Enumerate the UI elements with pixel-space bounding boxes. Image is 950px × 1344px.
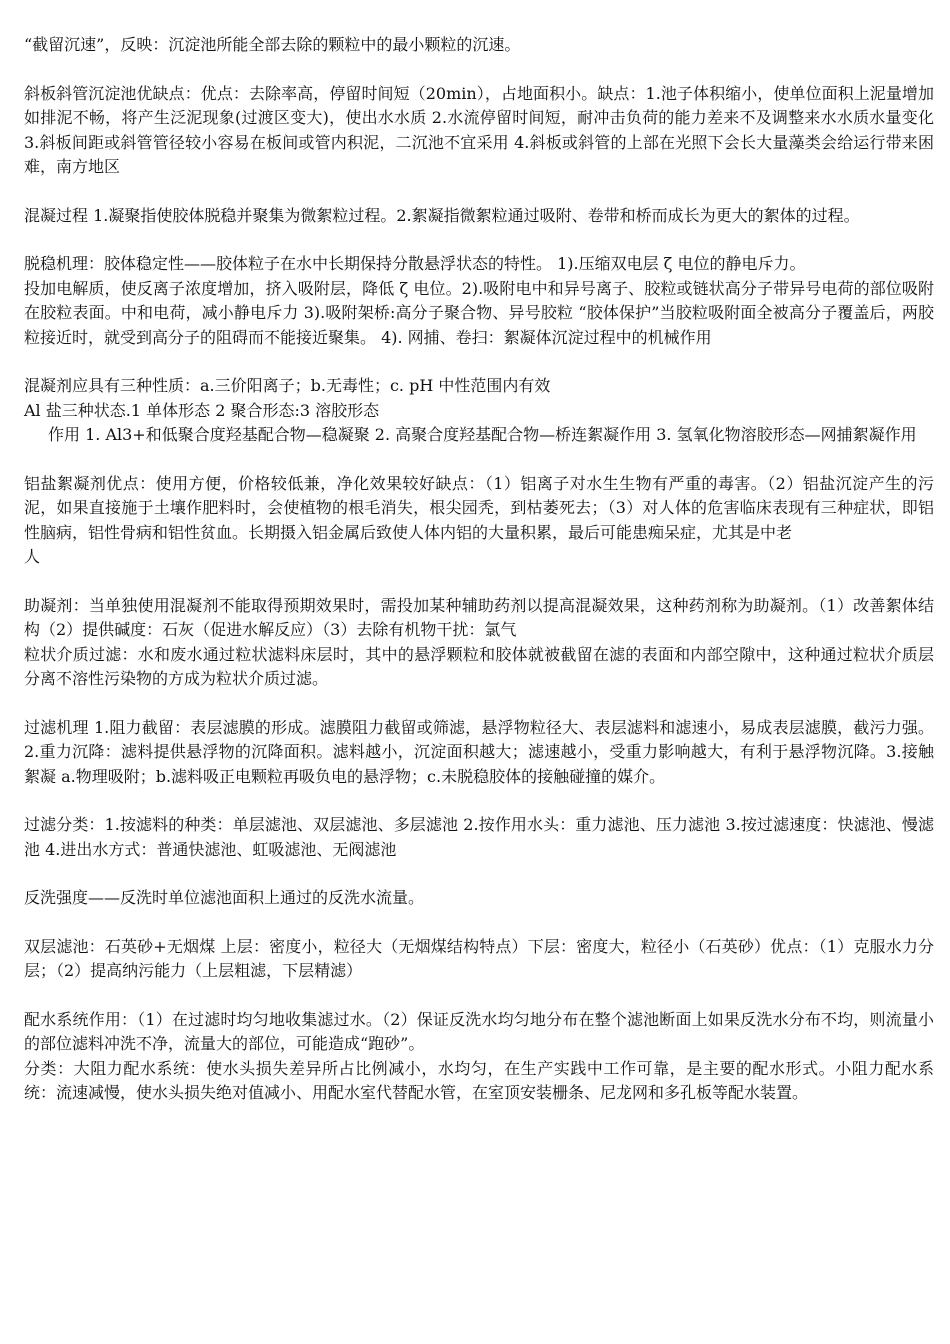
paragraph-spacer <box>24 58 934 82</box>
paragraph-spacer <box>24 862 934 886</box>
paragraph-spacer <box>24 180 934 204</box>
paragraph-backwash-intensity: 反洗强度——反洗时单位滤池面积上通过的反洗水流量。 <box>24 888 425 907</box>
paragraph-destabilization-intro: 脱稳机理：胶体稳定性——胶体粒子在水中长期保持分散悬浮状态的特性。 1).压缩双电层 ζ 电位的静电斥力。 <box>24 254 806 273</box>
paragraph-aluminum-coagulant: 铝盐絮凝剂优点：使用方便，价格较低兼，净化效果较好缺点：（1）铝离子对水生生物有严重的毒害。（2）铝盐沉淀产生的污泥，如果直接施于土壤作肥料时，会使植物的根毛消失，根尖园秃，到枯萎死去；（3）对人体的危害临床表现有三种症状，即铝性脑病，铝性骨病和铝性贫血。长期摄入铝金属后致使人体内铝的大量积累，最后可能患痴呆症，尤其是中老 <box>24 473 934 542</box>
paragraph-aluminum-coagulant-end: 人 <box>24 547 41 566</box>
paragraph-spacer <box>24 789 934 813</box>
paragraph-spacer <box>24 570 934 594</box>
paragraph-interception-velocity: “截留沉速”，反映：沉淀池所能全部去除的颗粒中的最小颗粒的沉速。 <box>24 35 521 54</box>
paragraph-spacer <box>24 448 934 472</box>
paragraph-coagulant-aid: 助凝剂：当单独使用混凝剂不能取得预期效果时，需投加某种辅助药剂以提高混凝效果，这种药剂称为助凝剂。（1）改善絮体结构（2）提供碱度：石灰（促进水解反应）（3）去除有机物干扰：氯气 <box>24 595 934 639</box>
paragraph-spacer <box>24 984 934 1008</box>
paragraph-spacer <box>24 228 934 252</box>
paragraph-al-salt-functions: 作用 1. Al3+和低聚合度羟基配合物—稳凝聚 2. 高聚合度羟基配合物—桥连絮凝作用 3. 氢氧化物溶胶形态—网捕絮凝作用 <box>48 425 917 444</box>
paragraph-al-salt-states: Al 盐三种状态.1 单体形态 2 聚合形态:3 溶胶形态 <box>24 400 380 420</box>
paragraph-filtration-classification: 过滤分类：1.按滤料的种类：单层滤池、双层滤池、多层滤池 2.按作用水头：重力滤池、压力滤池 3.按过滤速度：快滤池、慢滤池 4.进出水方式：普通快滤池、虹吸滤池、无阀滤池 <box>24 815 934 859</box>
paragraph-spacer <box>24 350 934 374</box>
paragraph-distribution-classification: 分类：大阻力配水系统：使水头损失差异所占比例减小，水均匀，在生产实践中工作可靠，是主要的配水形式。小阻力配水系统：流速减慢，使水头损失绝对值减小、用配水室代替配水管，在室顶安装栅条、尼龙网和多孔板等配水装置。 <box>24 1058 934 1102</box>
paragraph-spacer <box>24 692 934 716</box>
paragraph-spacer <box>24 911 934 935</box>
paragraph-destabilization-mechanism: 投加电解质，使反离子浓度增加，挤入吸附层，降低 ζ 电位。2).吸附电中和异号离子、胶粒或链状高分子带异号电荷的部位吸附在胶粒表面。中和电荷，减小静电斥力 3).吸附架桥:高分子聚合物、异号胶粒 “胶体保护”当胶粒吸附面全被高分子覆盖后，两胶粒接近时，就受到高分子的阻碍而不能接近聚集。 4). 网捕、卷扫：絮凝体沉淀过程中的机械作用 <box>24 278 934 347</box>
paragraph-dual-media-filter: 双层滤池：石英砂+无烟煤 上层：密度小，粒径大（无烟煤结构特点）下层：密度大，粒径小（石英砂）优点：（1）克服水力分层；（2）提高纳污能力（上层粗滤，下层精滤） <box>24 936 934 980</box>
paragraph-coagulation-process: 混凝过程 1.凝聚指使胶体脱稳并聚集为微絮粒过程。2.絮凝指微絮粒通过吸附、卷带和桥而成长为更大的絮体的过程。 <box>24 205 860 225</box>
paragraph-distribution-system: 配水系统作用：（1）在过滤时均匀地收集滤过水。（2）保证反洗水均匀地分布在整个滤池断面上如果反洗水分布不均，则流量小的部位滤料冲洗不净，流量大的部位，可能造成“跑砂”。 <box>24 1009 934 1053</box>
paragraph-filtration-mechanism: 过滤机理 1.阻力截留：表层滤膜的形成。滤膜阻力截留或筛滤，悬浮物粒径大、表层滤料和滤速小，易成表层滤膜，截污力强。2.重力沉降：滤料提供悬浮物的沉降面积。滤料越小，沉淀面积越大；滤速越小，受重力影响越大，有利于悬浮物沉降。3.接触絮凝 a.物理吸附；b.滤料吸正电颗粒再吸负电的悬浮物；c.未脱稳胶体的接触碰撞的媒介。 <box>24 717 934 786</box>
paragraph-granular-filtration: 粒状介质过滤：水和废水通过粒状滤料床层时，其中的悬浮颗粒和胶体就被截留在滤的表面和内部空隙中，这种通过粒状介质层分离不溶性污染物的方成为粒状介质过滤。 <box>24 644 934 688</box>
paragraph-inclined-plate-settler: 斜板斜管沉淀池优缺点：优点：去除率高，停留时间短（20min），占地面积小。缺点：1.池子体积缩小，使单位面积上泥量增加如排泥不畅，将产生泛泥现象(过渡区变大)，使出水水质 2.水流停留时间短，耐冲击负荷的能力差来不及调整来水水质水量变化 3.斜板间距或斜管管径较小容易在板间或管内积泥，二沉池不宜采用 4.斜板或斜管的上部在光照下会长大量藻类会给运行带来困难，南方地区 <box>24 83 934 176</box>
paragraph-coagulant-properties: 混凝剂应具有三种性质：a.三价阳离子；b.无毒性；c. pH 中性范围内有效 <box>24 376 551 395</box>
